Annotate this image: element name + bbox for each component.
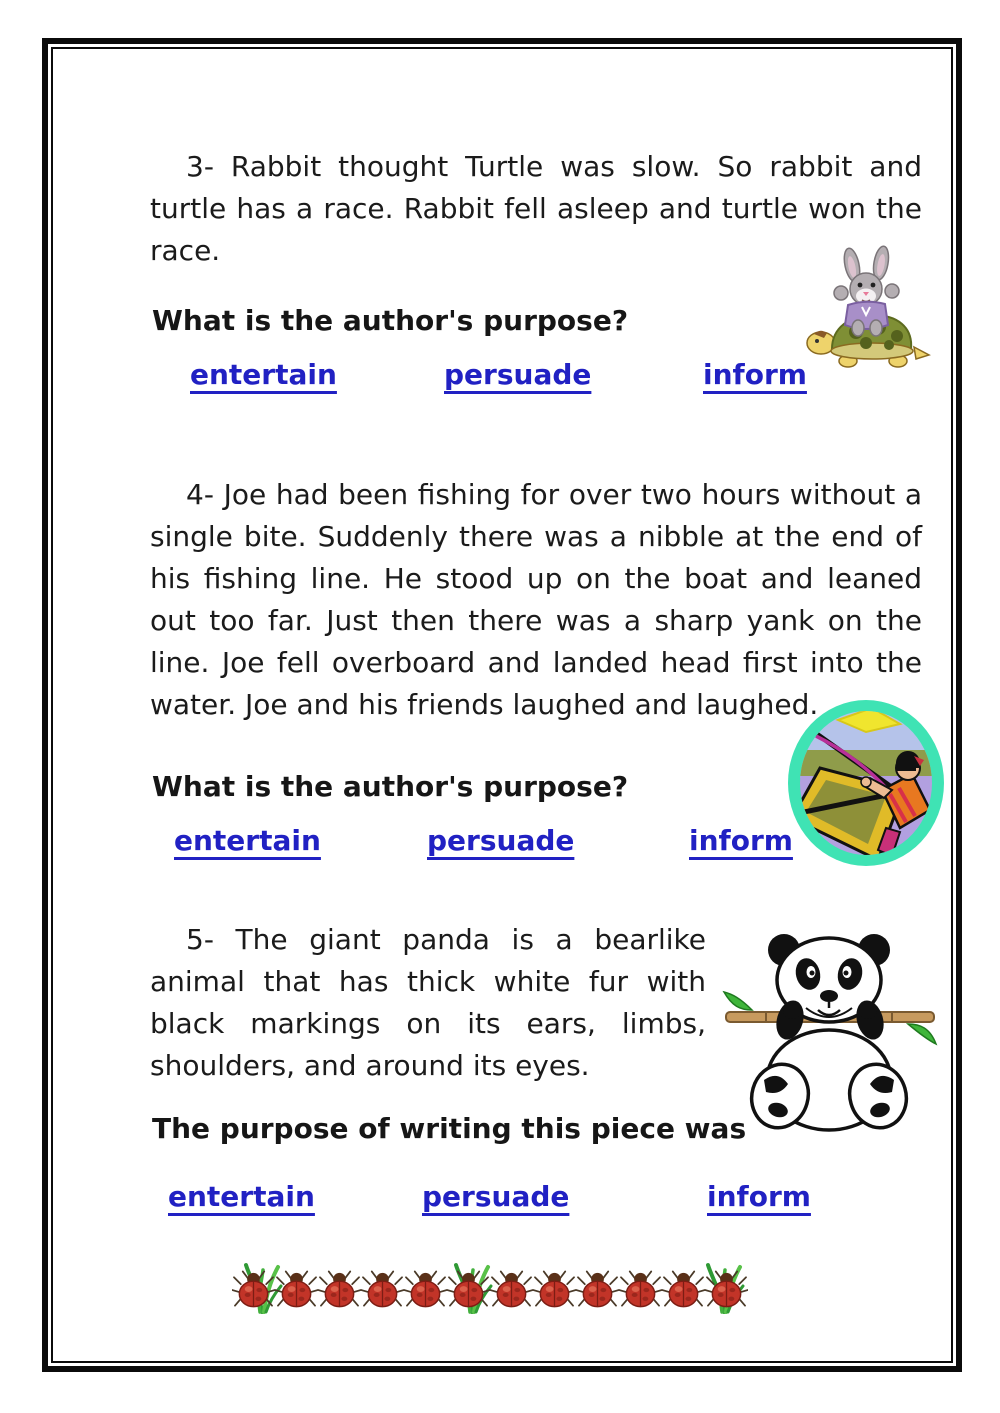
option-entertain[interactable]: entertain — [168, 1180, 315, 1213]
ladybug-icon — [533, 1268, 576, 1312]
option-inform[interactable]: inform — [707, 1180, 811, 1213]
ladybug-icon — [361, 1268, 404, 1312]
option-entertain[interactable]: entertain — [174, 824, 321, 857]
option-entertain[interactable]: entertain — [190, 358, 337, 391]
option-persuade[interactable]: persuade — [444, 358, 592, 391]
ladybug-icon — [447, 1268, 490, 1312]
ladybug-icon — [619, 1268, 662, 1312]
ladybug-divider — [232, 1266, 756, 1314]
ladybug-icon — [490, 1268, 533, 1312]
passage-4: 4- Joe had been fishing for over two hours without a single bite. Suddenly there was a nibble at the end of his fishing line. He stood up on the boat and leaned out too far. Just then there was a sharp yank on the line. Joe fell overboard and landed head first into the water. Joe and his friends laughed and laughed. — [150, 478, 922, 721]
rabbit-riding-turtle-illustration — [796, 242, 938, 370]
option-inform[interactable]: inform — [689, 824, 793, 857]
panda-bamboo-illustration — [722, 928, 938, 1142]
question-4: What is the author's purpose? — [152, 770, 629, 803]
question-5: The purpose of writing this piece was — [152, 1112, 747, 1145]
passage-5: 5- The giant panda is a bearlike animal that has thick white fur with black markings on its ears, limbs, shoulders, and around its eyes. — [150, 923, 706, 1082]
ladybug-icon — [232, 1268, 275, 1312]
option-inform[interactable]: inform — [703, 358, 807, 391]
options-row-3 — [168, 1180, 868, 1226]
ladybug-row — [232, 1268, 748, 1312]
option-persuade[interactable]: persuade — [427, 824, 575, 857]
option-persuade[interactable]: persuade — [422, 1180, 570, 1213]
ladybug-icon — [318, 1268, 361, 1312]
question-3: What is the author's purpose? — [152, 304, 629, 337]
ladybug-icon — [662, 1268, 705, 1312]
ladybug-icon — [576, 1268, 619, 1312]
options-row-2 — [174, 824, 874, 870]
ladybug-icon — [705, 1268, 748, 1312]
options-row-1 — [190, 358, 890, 404]
ladybug-icon — [275, 1268, 318, 1312]
passage-3: 3- Rabbit thought Turtle was slow. So rabbit and turtle has a race. Rabbit fell asleep and turtle won the race. — [150, 150, 922, 267]
ladybug-icon — [404, 1268, 447, 1312]
